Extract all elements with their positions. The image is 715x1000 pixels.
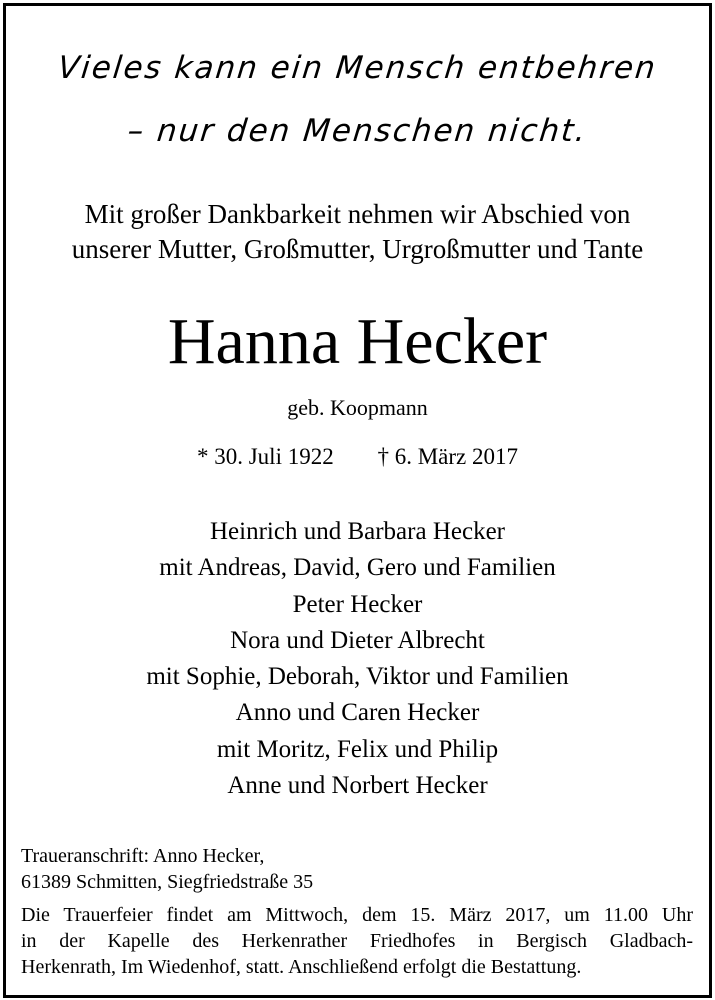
quote-line-2: – nur den Menschen nicht. xyxy=(125,113,590,149)
mourner-line: mit Sophie, Deborah, Viktor und Familien xyxy=(146,663,569,691)
funeral-service-info xyxy=(21,902,693,980)
address-line-2: 61389 Schmitten, Siegfriedstraße 35 xyxy=(21,871,314,893)
mourner-line: Peter Hecker xyxy=(292,590,423,618)
intro-line-1: Mit großer Dankbarkeit nehmen wir Abschied von xyxy=(84,199,631,229)
mourning-address xyxy=(21,843,701,895)
death-date: † 6. März 2017 xyxy=(377,444,518,469)
service-line-1: Die Trauerfeier findet am Mittwoch, dem 15. März 2017, um 11.00 Uhr xyxy=(21,904,693,926)
address-line-1: Traueranschrift: Anno Hecker, xyxy=(21,845,265,867)
mourner-line: mit Moritz, Felix und Philip xyxy=(216,735,499,763)
intro-line-2: unserer Mutter, Großmutter, Urgroßmutter und Tante xyxy=(71,234,644,264)
mourners-list xyxy=(0,514,715,804)
birth-date: * 30. Juli 1922 xyxy=(196,444,334,469)
service-line-2: in der Kapelle des Herkenrather Friedhofes in Bergisch Gladbach- xyxy=(21,930,693,952)
birth-name: geb. Koopmann xyxy=(287,395,428,420)
service-line-3: Herkenrath, Im Wiedenhof, statt. Anschließend erfolgt die Bestattung. xyxy=(21,956,582,978)
deceased-name: Hanna Hecker xyxy=(167,305,548,378)
mourner-line: mit Andreas, David, Gero und Familien xyxy=(159,554,556,582)
mourner-line: Nora und Dieter Albrecht xyxy=(230,626,485,654)
life-dates xyxy=(0,442,715,472)
mourner-line: Anne und Norbert Hecker xyxy=(227,772,488,800)
quote-line-1: Vieles kann ein Mensch entbehren xyxy=(56,50,659,86)
mourner-line: Anno und Caren Hecker xyxy=(235,699,480,727)
mourner-line: Heinrich und Barbara Hecker xyxy=(210,518,505,545)
